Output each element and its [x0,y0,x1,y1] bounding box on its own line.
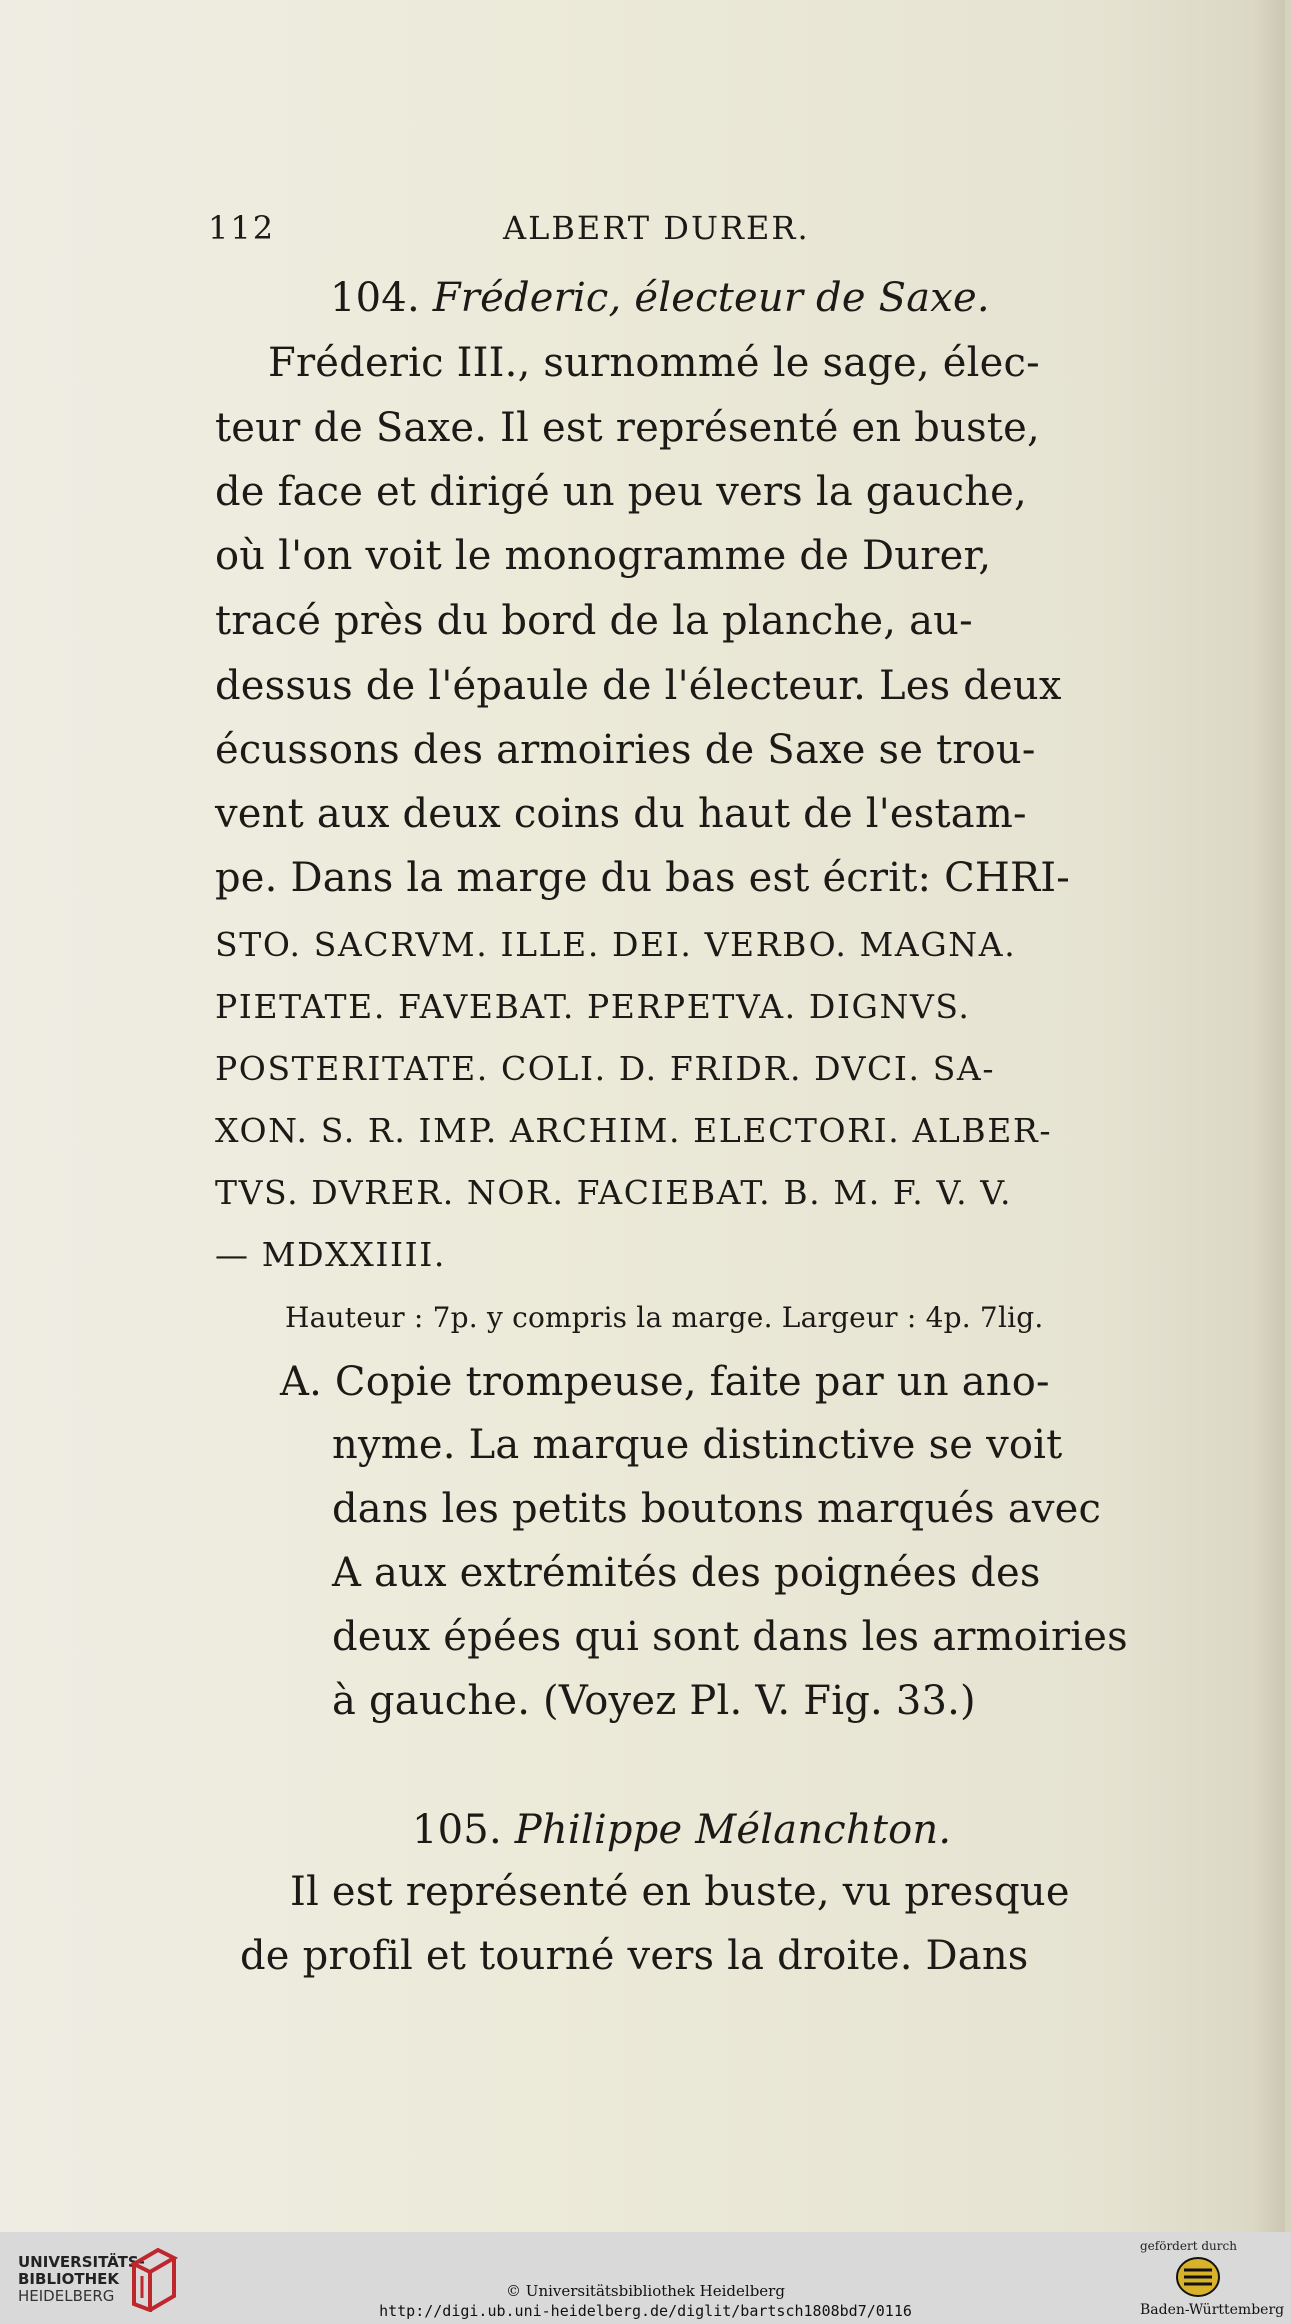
inscription-line-3: POSTERITATE. COLI. D. FRIDR. DVCI. SA- [215,1049,996,1088]
inscription-line-5: TVS. DVRER. NOR. FACIEBAT. B. M. F. V. V. [215,1173,1013,1212]
entry-105-line-1: Il est représenté en buste, vu presque [290,1869,1070,1915]
entry-105-heading [412,1807,952,1853]
dimensions-note: Hauteur : 7p. y compris la marge. Largeur : 4p. 7lig. [285,1301,1044,1334]
entry-104-line-4: où l'on voit le monogramme de Durer, [215,533,992,579]
copy-a-line-6: à gauche. (Voyez Pl. V. Fig. 33.) [332,1678,976,1724]
inscription-line-6: — MDXXIIII. [215,1235,446,1274]
funder-name: Baden-Württemberg [1140,2302,1285,2318]
funded-by-label: gefördert durch [1140,2239,1237,2253]
entry-104-line-7: écussons des armoiries de Saxe se trou- [215,727,1036,773]
entry-105-title: Philippe Mélanchton. [514,1807,952,1853]
entry-104-title: Fréderic, électeur de Saxe. [432,275,990,321]
inscription-line-2: PIETATE. FAVEBAT. PERPETVA. DIGNVS. [215,987,971,1026]
page-number: 112 [208,209,276,247]
entry-104-line-1: Fréderic III., surnommé le sage, élec- [268,340,1040,386]
inscription-line-4: XON. S. R. IMP. ARCHIM. ELECTORI. ALBER- [215,1111,1053,1150]
entry-104-line-3: de face et dirigé un peu vers la gauche, [215,469,1027,515]
entry-105-number: 105. [412,1807,502,1853]
library-name-line-1: UNIVERSITÄTS- [18,2253,145,2271]
copy-a-line-4: A aux extrémités des poignées des [332,1550,1041,1596]
state-crest-icon [1175,2256,1221,2298]
copy-a-line-5: deux épées qui sont dans les armoiries [332,1614,1128,1660]
library-name-line-2: BIBLIOTHEK [18,2270,119,2288]
entry-104-heading [330,275,990,321]
entry-104-number: 104. [330,275,420,321]
entry-105-line-2: de profil et tourné vers la droite. Dans [240,1933,1029,1979]
copy-a-line-3: dans les petits boutons marqués avec [332,1486,1102,1532]
copyright-notice: © Universitätsbibliothek Heidelberg [506,2282,785,2300]
library-name-line-3: HEIDELBERG [18,2287,115,2305]
entry-104-line-9: pe. Dans la marge du bas est écrit: CHRI- [215,855,1071,901]
entry-104-line-2: teur de Saxe. Il est représenté en buste, [215,405,1040,451]
entry-104-line-6: dessus de l'épaule de l'électeur. Les deux [215,663,1062,709]
entry-104-line-5: tracé près du bord de la planche, au- [215,598,973,644]
entry-104-line-8: vent aux deux coins du haut de l'estam- [215,791,1027,837]
running-title: ALBERT DURER. [503,209,810,247]
copy-a-line-2: nyme. La marque distinctive se voit [332,1422,1063,1468]
copy-a-line-1: A. Copie trompeuse, faite par un ano- [280,1359,1050,1405]
inscription-line-1: STO. SACRVM. ILLE. DEI. VERBO. MAGNA. [215,925,1017,964]
document-url[interactable]: http://digi.ub.uni-heidelberg.de/diglit/bartsch1808bd7/0116 [379,2302,912,2320]
